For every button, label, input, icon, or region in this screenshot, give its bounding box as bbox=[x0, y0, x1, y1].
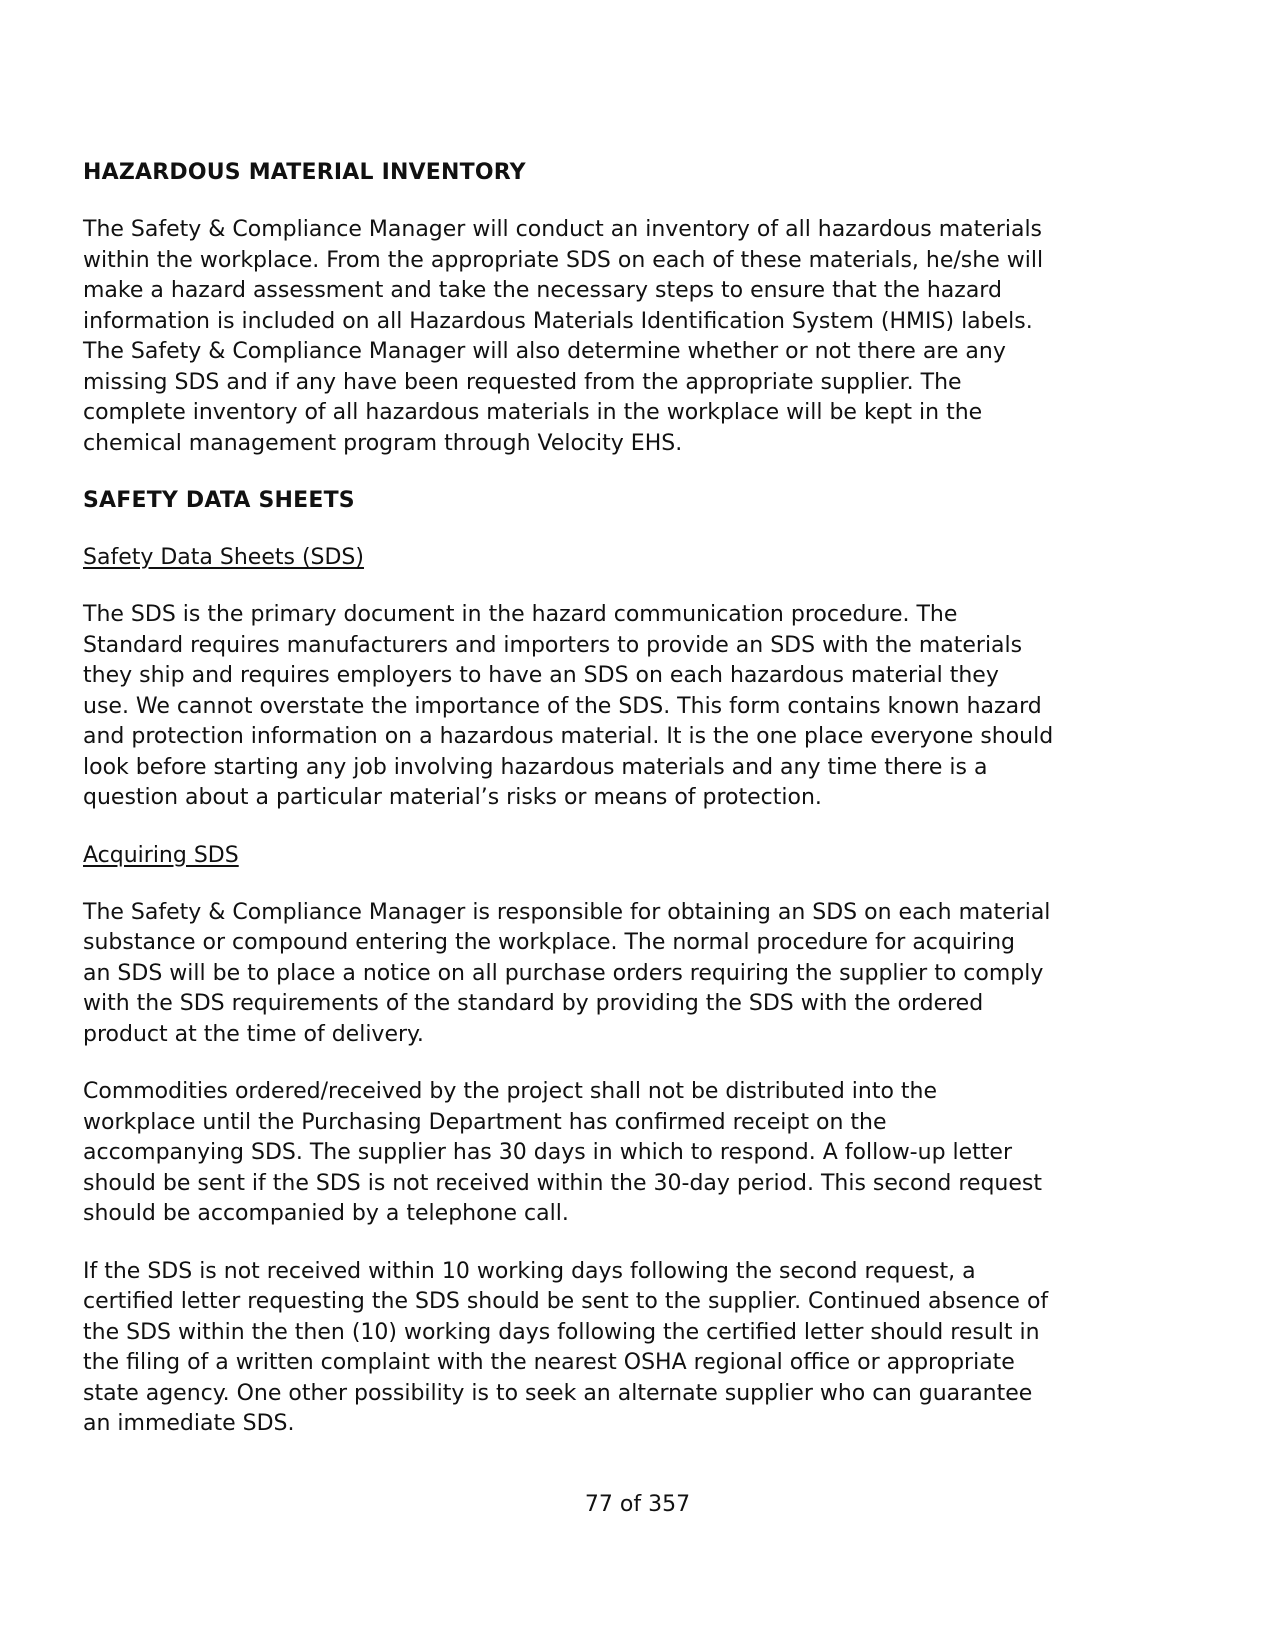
subheading-acquiring-sds: Acquiring SDS bbox=[83, 842, 239, 868]
paragraph-inventory: The Safety & Compliance Manager will conduct an inventory of all hazardous materials within the workplace. From the appropriate SDS on each of these materials, he/she will make a hazard assessment and take the necessary steps to ensure that the hazard information is included on all Hazardous Materials Identification System (HMIS) labels. The Safety & Compliance Manager will also determine whether or not there are any missing SDS and if any have been requested from the appropriate supplier. The complete inventory of all hazardous materials in the workplace will be kept in the chemical management program through Velocity EHS. bbox=[83, 217, 1044, 456]
page-number: 77 of 357 bbox=[584, 1492, 691, 1517]
paragraph-acquiring-sds: The Safety & Compliance Manager is responsible for obtaining an SDS on each material substance or compound entering the workplace. The normal procedure for acquiring an SDS will be to place a notice on all purchase orders requiring the supplier to comply with the SDS requirements of the standard by providing the SDS with the ordered product at the time of delivery. bbox=[83, 899, 1051, 1047]
document-page bbox=[83, 158, 1193, 1467]
subheading-safety-data-sheets: Safety Data Sheets (SDS) bbox=[83, 545, 364, 570]
paragraph-sds-not-received: If the SDS is not received within 10 working days following the second request, a certified letter requesting the SDS should be sent to the supplier. Continued absence of the SDS within the then (10) working days following the certified letter should result in the filing of a written complaint with the nearest OSHA regional office or appropriate state agency. One other possibility is to seek an alternate supplier who can guarantee an immediate SDS. bbox=[83, 1258, 1049, 1436]
section-heading-safety-data-sheets: SAFETY DATA SHEETS bbox=[83, 488, 355, 513]
section-heading-hazardous-material-inventory: HAZARDOUS MATERIAL INVENTORY bbox=[83, 160, 526, 185]
paragraph-sds-primary: The SDS is the primary document in the hazard communication procedure. The Standard requires manufacturers and importers to provide an SDS with the materials they ship and requires employers to have an SDS on each hazardous material they use. We cannot overstate the importance of the SDS. This form contains known hazard and protection information on a hazardous material. It is the one place everyone should look before starting any job involving hazardous materials and any time there is a question about a particular material’s risks or means of protection. bbox=[83, 602, 1054, 810]
paragraph-commodities: Commodities ordered/received by the project shall not be distributed into the workplace until the Purchasing Department has confirmed receipt on the accompanying SDS. The supplier has 30 days in which to respond. A follow-up letter should be sent if the SDS is not received within the 30-day period. This second request should be accompanied by a telephone call. bbox=[83, 1079, 1042, 1226]
